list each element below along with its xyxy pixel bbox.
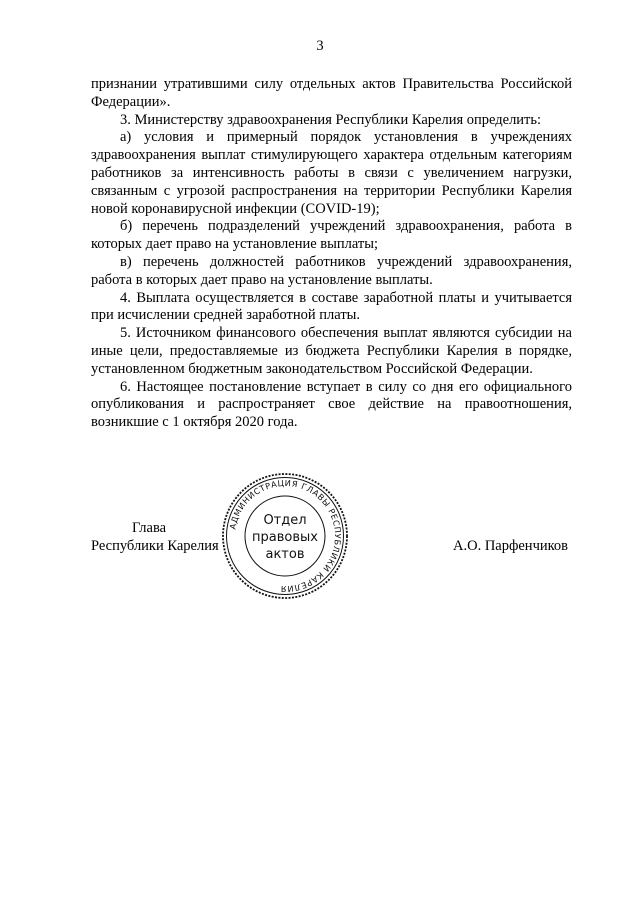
signatory-title-line2: Республики Карелия xyxy=(91,538,219,554)
stamp-center-line3: актов xyxy=(265,547,305,562)
paragraph-item-3c: в) перечень должностей работников учреждений здравоохранения, работа в которых дает право на установление выплаты. xyxy=(91,253,572,288)
signatory-title-line1: Глава xyxy=(132,520,167,536)
page-number: 3 xyxy=(316,38,324,54)
signatory-name: А.О. Парфенчиков xyxy=(453,538,569,554)
paragraph-item-5: 5. Источником финансового обеспечения выплат являются субсидии на иные цели, предоставляемые из бюджета Республики Карелия в порядке, установленном бюджетным законодательством Российской Федерации. xyxy=(91,325,572,377)
paragraph-item-4: 4. Выплата осуществляется в составе заработной платы и учитывается при исчислении средней заработной платы. xyxy=(91,289,572,324)
svg-text:АДМИНИСТРАЦИЯ ГЛАВЫ РЕСПУБЛИКИ xyxy=(227,478,343,594)
paragraph-item-6: 6. Настоящее постановление вступает в силу со дня его официального опубликования и распространяет свое действие на правоотношения, возникшие с 1 октября 2020 года. xyxy=(91,378,572,431)
paragraph-item-3a: а) условия и примерный порядок установления в учреждениях здравоохранения выплат стимулирующего характера отдельным категориям работников за интенсивность работы в связи с увеличением нагрузки, связанным с угрозой распространения на территории Республики Карелия новой коронавирусной инфекции (COVID-19); xyxy=(91,129,572,217)
stamp-center-line2: правовых xyxy=(252,530,318,545)
official-stamp xyxy=(219,470,351,602)
stamp-ring-text: АДМИНИСТРАЦИЯ ГЛАВЫ РЕСПУБЛИКИ КАРЕЛИЯ xyxy=(227,477,344,595)
paragraph-intro: признании утратившими силу отдельных актов Правительства Российской Федерации». xyxy=(91,76,572,110)
stamp-center-line1: Отдел xyxy=(263,513,307,528)
paragraph-item-3: 3. Министерству здравоохранения Республики Карелия определить: xyxy=(120,111,542,128)
document-body xyxy=(91,76,572,432)
paragraph-item-3b: б) перечень подразделений учреждений здравоохранения, работа в которых дает право на установление выплаты; xyxy=(91,218,572,253)
